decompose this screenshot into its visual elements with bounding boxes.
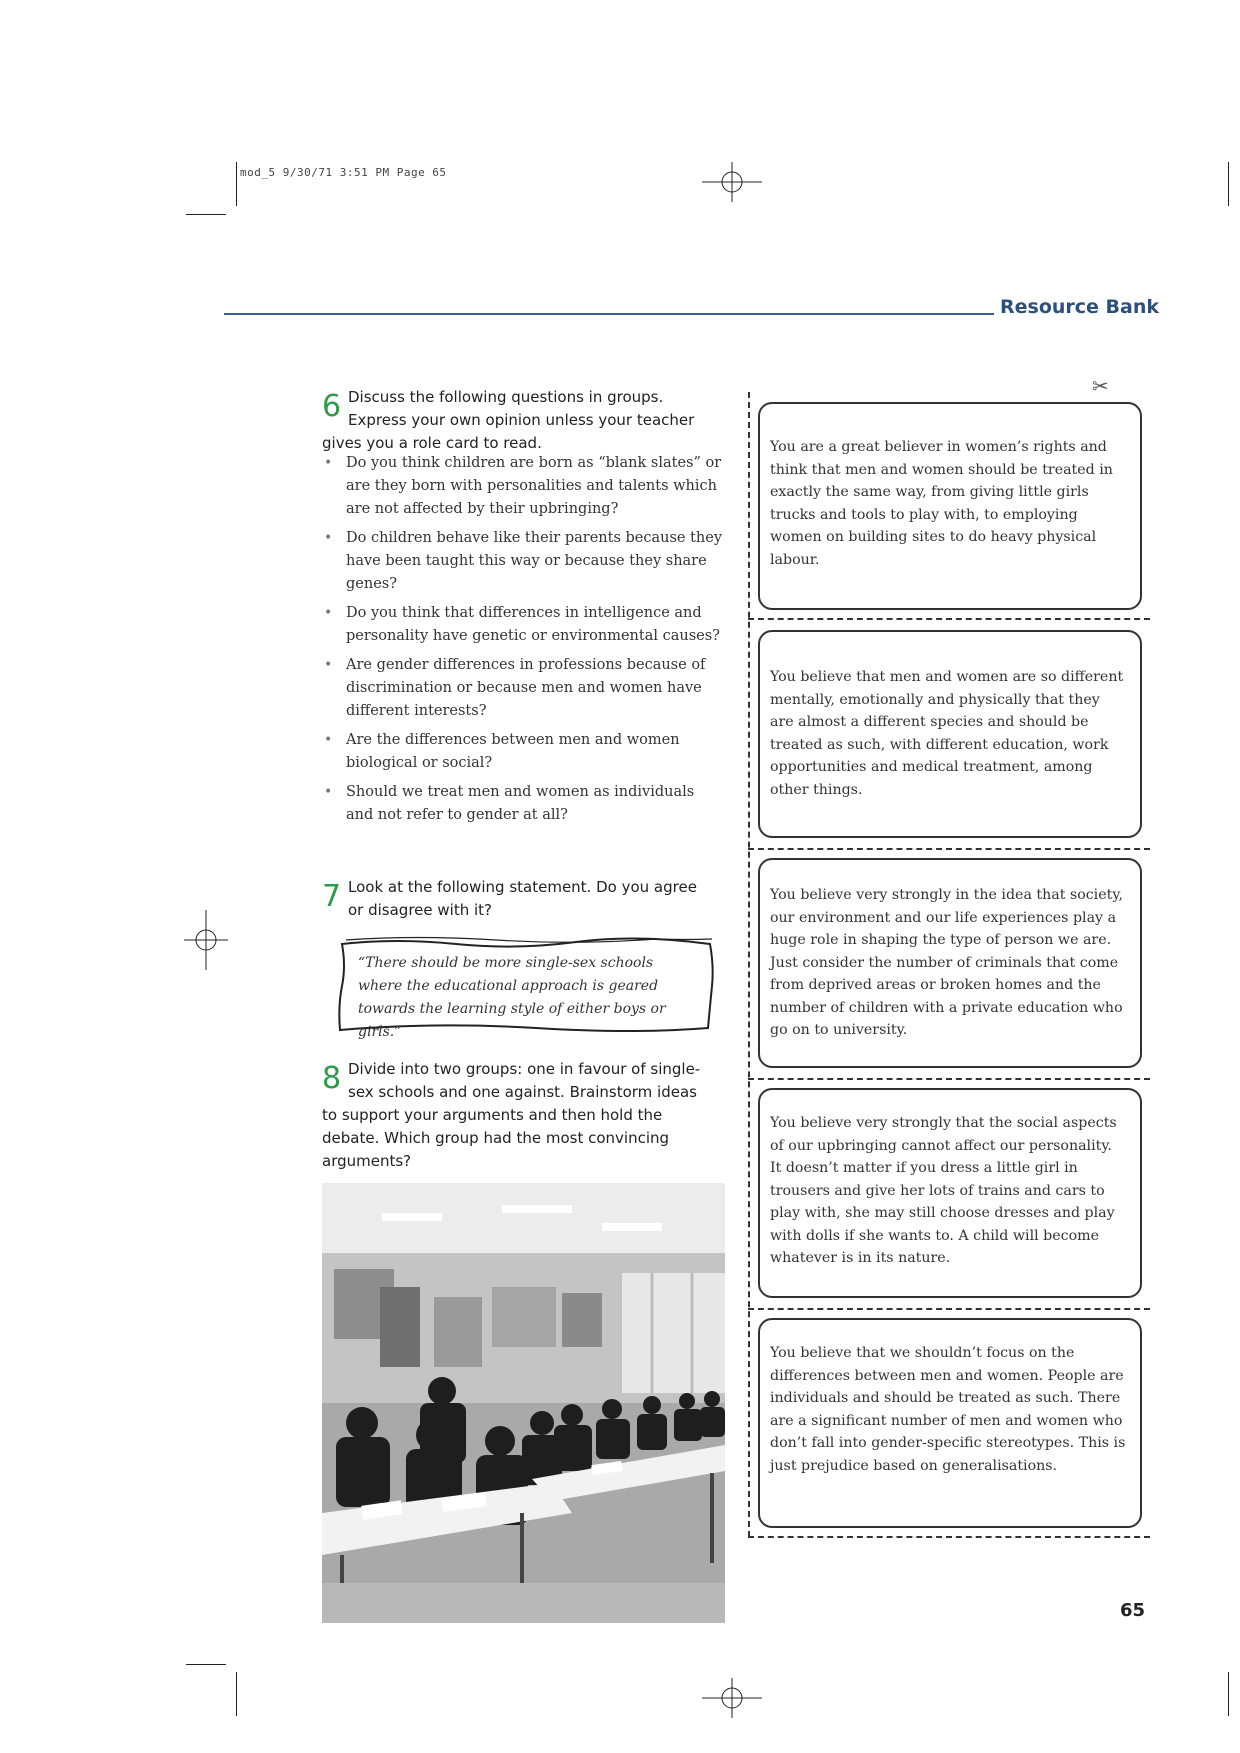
exercise-number: 8 xyxy=(322,1061,342,1096)
crop-mark xyxy=(186,214,226,215)
role-card-text: You believe that we shouldn’t focus on the differences between men and women. People are individuals and should be treated as such. There are a significant number of men and women who don’t fall into gender-specific stereotypes. This is just prejudice based on generalisations. xyxy=(770,1345,1126,1474)
statement-quote: “There should be more single-sex schools where the educational approach is geared towards the learning style of either boys or girls.” xyxy=(358,955,666,1040)
crop-mark xyxy=(236,162,237,206)
registration-mark xyxy=(702,152,762,212)
role-card xyxy=(758,858,1142,1068)
question-item: • Should we treat men and women as individuals and not refer to gender at all? xyxy=(346,781,726,827)
question-item: • Do you think children are born as “blank slates” or are they born with personalities and talents which are not affected by their upbringing? xyxy=(346,452,726,521)
scissors-icon: ✂ xyxy=(1092,374,1109,398)
question-item: • Are gender differences in professions because of discrimination or because men and women have different interests? xyxy=(346,654,726,723)
exercise-7-line: or disagree with it? xyxy=(348,901,492,919)
exercise-6-line: gives you a role card to read. xyxy=(322,434,542,452)
crop-mark xyxy=(236,1672,237,1716)
exercise-8-line: debate. Which group had the most convincing xyxy=(322,1129,670,1147)
exercise-8-line: Divide into two groups: one in favour of single- xyxy=(348,1060,701,1078)
crop-mark xyxy=(1228,1672,1229,1716)
exercise-number: 7 xyxy=(322,879,342,914)
exercise-8-line: to support your arguments and then hold the xyxy=(322,1106,663,1124)
exercise-6-line: Express your own opinion unless your teacher xyxy=(348,411,695,429)
registration-mark xyxy=(702,1668,762,1728)
classroom-photo xyxy=(322,1183,725,1623)
role-card-text: You believe very strongly that the social aspects of our upbringing cannot affect our personality. It doesn’t matter if you dress a little girl in trousers and give her lots of trains and cars to play with, she may still choose dresses and play with dolls if she wants to. A child will become whatever is in its nature. xyxy=(770,1115,1117,1266)
role-card-text: You believe that men and women are so different mentally, emotionally and physically that they are almost a different species and should be treated as such, with different education, work opportunities and medical treatment, among other things. xyxy=(770,669,1124,798)
exercise-8-line: arguments? xyxy=(322,1152,412,1170)
cut-line xyxy=(748,1536,1150,1538)
printer-slug: mod_5 9/30/71 3:51 PM Page 65 xyxy=(240,166,447,179)
cut-line xyxy=(748,618,1150,620)
role-card xyxy=(758,630,1142,838)
crop-mark xyxy=(186,1664,226,1665)
registration-mark xyxy=(176,910,236,970)
question-item: • Are the differences between men and women biological or social? xyxy=(346,729,726,775)
page-number: 65 xyxy=(1120,1600,1146,1621)
crop-mark xyxy=(1228,162,1229,206)
section-title: Resource Bank xyxy=(1000,296,1160,318)
cut-line xyxy=(748,1308,1150,1310)
header-rule xyxy=(224,313,994,315)
question-item: • Do you think that differences in intelligence and personality have genetic or environmental causes? xyxy=(346,602,726,648)
cut-line xyxy=(748,392,750,1537)
discussion-questions xyxy=(346,452,726,833)
role-card xyxy=(758,402,1142,610)
exercise-8-line: sex schools and one against. Brainstorm ideas xyxy=(348,1083,697,1101)
role-card-text: You believe very strongly in the idea that society, our environment and our life experiences play a huge role in shaping the type of person we are. Just consider the number of criminals that come from deprived areas or broken homes and the number of children with a private education who go on to university. xyxy=(770,887,1123,1038)
question-item: • Do children behave like their parents because they have been taught this way or because they share genes? xyxy=(346,527,726,596)
role-card xyxy=(758,1318,1142,1528)
exercise-6-line: Discuss the following questions in groups. xyxy=(348,388,664,406)
role-card xyxy=(758,1088,1142,1298)
cut-line xyxy=(748,1078,1150,1080)
exercise-7-line: Look at the following statement. Do you agree xyxy=(348,878,697,896)
exercise-number: 6 xyxy=(322,389,342,424)
role-card-text: You are a great believer in women’s rights and think that men and women should be treated in exactly the same way, from giving little girls trucks and tools to play with, to employing women on building sites to do heavy physical labour. xyxy=(770,439,1113,568)
cut-line xyxy=(748,848,1150,850)
